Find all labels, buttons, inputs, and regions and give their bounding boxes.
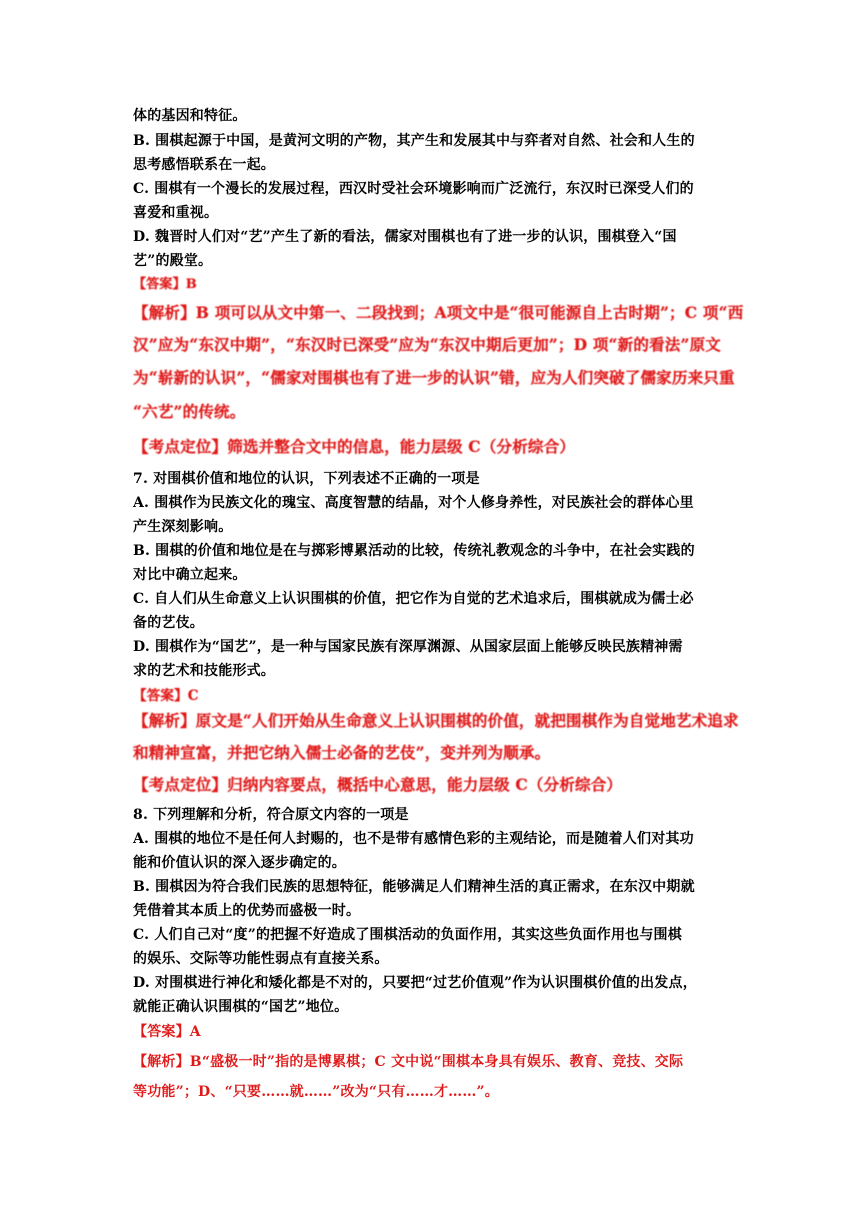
- q6-option-b-line2: 思考感悟联系在一起。: [133, 157, 275, 173]
- q7-analysis-line2: 和精神宣富，并把它纳入儒士必备的艺伎”，变并列为顺承。: [133, 743, 551, 762]
- q6-analysis-line4: “六艺”的传统。: [133, 402, 246, 421]
- q6-option-b-line1: B. 围棋起源于中国，是黄河文明的产物，其产生和发展其中与弈者对自然、社会和人生的: [133, 133, 695, 149]
- q6-analysis-line3: 为“崭新的认识”，“儒家对围棋也有了进一步的认识”错，应为人们突破了儒家历来只重: [133, 368, 735, 387]
- q6-option-d-line1: D. 魏晋时人们对“艺”产生了新的看法，儒家对围棋也有了进一步的认识，围棋登入“国: [133, 229, 677, 245]
- q7-stem: 7. 对围棋价值和地位的认识，下列表述不正确的一项是: [133, 471, 480, 487]
- q8-analysis-line2: 等功能”；D、“只要……就……”改为“只有……才……”。: [133, 1084, 500, 1100]
- q7-option-a-line2: 产生深刻影响。: [133, 519, 233, 535]
- q7-option-b-line2: 对比中确立起来。: [133, 567, 247, 583]
- q8-option-a-line1: A. 围棋的地位不是任何人封赐的，也不是带有感情色彩的主观结论，而是随着人们对其功: [133, 831, 694, 847]
- q8-option-b-line2: 凭借着其本质上的优势而盛极一时。: [133, 903, 361, 919]
- q6-exam-point: 【考点定位】筛选并整合文中的信息，能力层级 C（分析综合）: [133, 437, 576, 456]
- q7-exam-point: 【考点定位】归纳内容要点，概括中心意思，能力层级 C（分析综合）: [133, 775, 623, 794]
- q8-option-b-line1: B. 围棋因为符合我们民族的思想特征，能够满足人们精神生活的真正需求，在东汉中期就: [133, 879, 695, 895]
- q7-option-c-line2: 备的艺伎。: [133, 615, 204, 631]
- q6-option-d-line2: 艺”的殿堂。: [133, 253, 213, 269]
- q8-option-d-line2: 就能正确认识围棋的“国艺”地位。: [133, 999, 349, 1015]
- q6-option-c-line1: C. 围棋有一个漫长的发展过程，西汉时受社会环境影响而广泛流行，东汉时已深受人们的: [133, 181, 694, 197]
- q7-option-d-line2: 求的艺术和技能形式。: [133, 663, 275, 679]
- q8-answer: 【答案】A: [133, 1024, 201, 1040]
- q6-option-a-tail: 体的基因和特征。: [133, 108, 247, 124]
- q7-option-a-line1: A. 围棋作为民族文化的瑰宝、高度智慧的结晶，对个人修身养性，对民族社会的群体心里: [133, 495, 694, 511]
- q7-answer: 【答案】C: [133, 688, 199, 704]
- q6-analysis-line2: 汉”应为“东汉中期”，“东汉时已深受”应为“东汉中期后更加”；D 项“新的看法”原文: [133, 335, 721, 354]
- q7-option-b-line1: B. 围棋的价值和地位是在与掷彩博累活动的比较，传统礼教观念的斗争中，在社会实践的: [133, 543, 695, 559]
- q7-analysis-line1: 【解析】原文是“人们开始从生命意义上认识围棋的价值，就把围棋作为自觉地艺术追求: [133, 711, 739, 730]
- q8-option-a-line2: 能和价值认识的深入逐步确定的。: [133, 855, 346, 871]
- q7-option-d-line1: D. 围棋作为“国艺”，是一种与国家民族有深厚渊源、从国家层面上能够反映民族精神需: [133, 639, 683, 655]
- q8-analysis-line1: 【解析】B“盛极一时”指的是博累棋；C 文中说“围棋本身具有娱乐、教育、竞技、交际: [133, 1054, 684, 1070]
- q8-option-c-line1: C. 人们自己对“度”的把握不好造成了围棋活动的负面作用，其实这些负面作用也与围棋: [133, 927, 682, 943]
- q8-option-d-line1: D. 对围棋进行神化和矮化都是不对的，只要把“过艺价值观”作为认识围棋价值的出发点，: [133, 975, 697, 991]
- q6-analysis-line1: 【解析】B 项可以从文中第一、二段找到；A项文中是“很可能源自上古时期”；C 项“西: [133, 303, 744, 322]
- q6-option-c-line2: 喜爱和重视。: [133, 205, 219, 221]
- q7-option-c-line1: C. 自人们从生命意义上认识围棋的价值，把它作为自觉的艺术追求后，围棋就成为儒士必: [133, 591, 694, 607]
- q6-answer: 【答案】B: [133, 277, 197, 292]
- q8-stem: 8. 下列理解和分析，符合原文内容的一项是: [133, 807, 409, 823]
- q8-option-c-line2: 的娱乐、交际等功能性弱点有直接关系。: [133, 951, 389, 967]
